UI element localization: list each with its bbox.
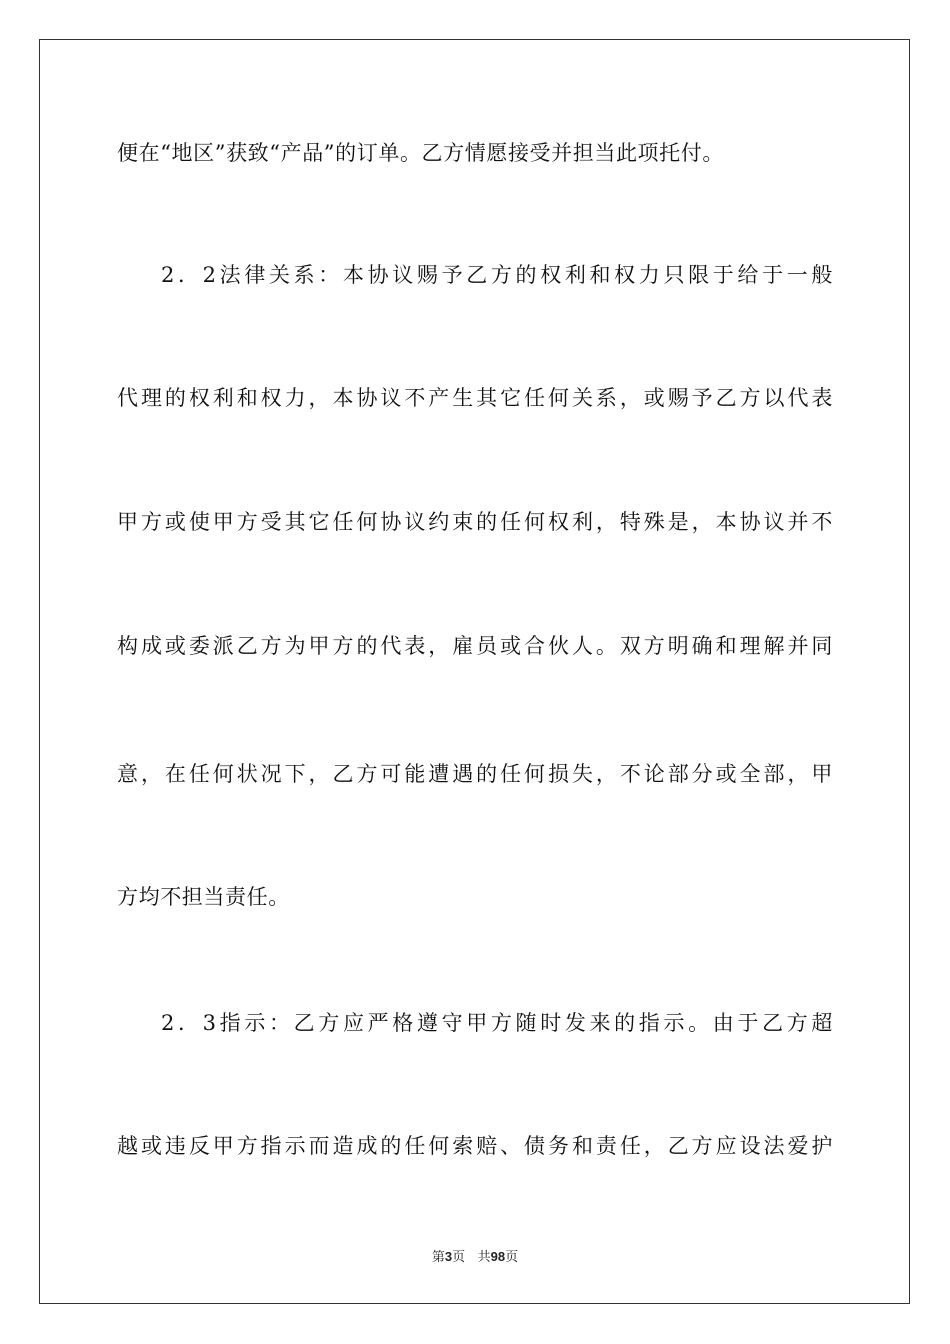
page-footer: [0, 1249, 950, 1266]
total-prefix: 共: [477, 1250, 491, 1265]
text-line-clause-2-3: 2．3指示：乙方应严格遵守甲方随时发来的指示。由于乙方超: [161, 1011, 833, 1035]
text-line: 代理的权利和权力，本协议不产生其它任何关系，或赐予乙方以代表: [117, 386, 833, 410]
total-suffix: 页: [505, 1250, 519, 1265]
page-suffix: 页: [452, 1250, 466, 1265]
text-line: 意，在任何状况下，乙方可能遭遇的任何损失，不论部分或全部，甲: [117, 762, 833, 786]
current-page-number: 3: [444, 1249, 453, 1264]
text-line: 甲方或使甲方受其它任何协议约束的任何权利，特殊是，本协议并不: [117, 510, 833, 534]
text-line: 便在“地区”获致“产品”的订单。乙方情愿接受并担当此项托付。: [117, 141, 724, 165]
text-line-clause-2-2: 2．2法律关系：本协议赐予乙方的权利和权力只限于给于一般: [161, 263, 833, 287]
text-line: 方均不担当责任。: [117, 885, 290, 909]
page-prefix: 第: [431, 1250, 445, 1265]
text-line: 构成或委派乙方为甲方的代表，雇员或合伙人。双方明确和理解并同: [117, 634, 833, 658]
page-border: [39, 39, 910, 1304]
total-pages-number: 98: [490, 1249, 506, 1264]
text-line: 越或违反甲方指示而造成的任何索赔、债务和责任，乙方应设法爱护: [117, 1134, 833, 1158]
